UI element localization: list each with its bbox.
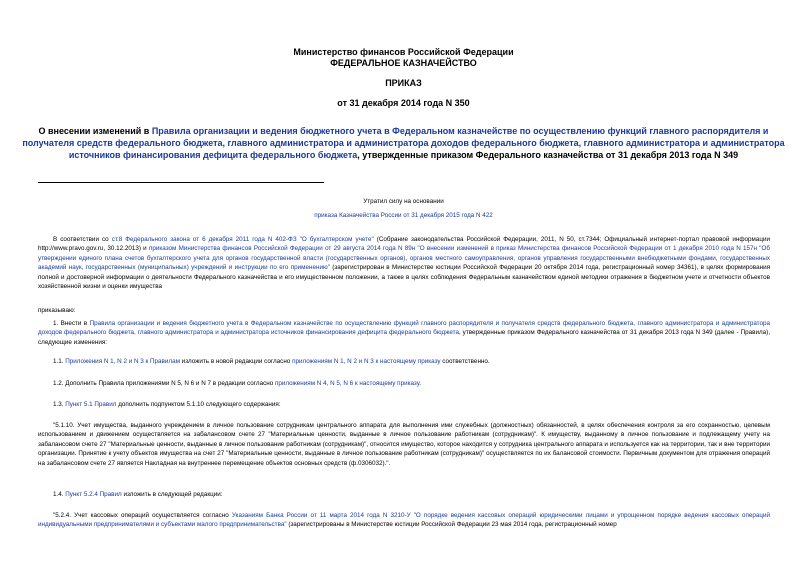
order-appendices-link[interactable]: приложениям N 1, N 2 и N 3 к настоящему приказу (292, 358, 441, 365)
item-1-4-text-2: изложить в следующей редакции: (121, 491, 223, 498)
item-1-text-2: , утвержденные приказом Федерального казначейства от 31 декабря 2013 года N 349 (далее - Правила), следующие изменения: (38, 329, 770, 346)
title-rules-link[interactable]: Правила организации и ведения бюджетного учета в Федеральном казначействе по осуществлению функций главного распорядителя и получателя средств федерального бюджета, главного администратора и администратора доходов федерального бюджета, главного администратора и администратора источников финансирования дефицита федерального бюджета (22, 126, 785, 160)
order-appendices-4-6-link[interactable]: приложениям N 4, N 5, N 6 к настоящему приказу (274, 380, 420, 387)
item-1-4-text-1: 1.4. (53, 491, 66, 498)
item-1-1-text-2: изложить в новой редакции согласно (179, 358, 293, 365)
status-block (230, 197, 577, 221)
title-prefix: О внесении изменений в (38, 126, 152, 136)
preamble-text-3: (зарегистрирован в Министерстве юстиции Российской Федерации 20 октября 2014 года, регистрационный номер 34361), в целях формирования полной и достоверной информации о деятельности Федерального казначейства и его имущественном положении, а также в целях соблюдения Федеральным казначейством единой методики отражения в бюджетном учете и отчетности объектов хозяйственной жизни и оценки имущества (38, 264, 770, 291)
item-1-3-paragraph (38, 400, 770, 409)
item-1-rules-link[interactable]: Правила организации и ведения бюджетного учета в Федеральном казначействе по осуществлению функций главного распорядителя и получателя средств федерального бюджета, главного администратора и администратора доходов федерального бюджета, главного администратора и администратора источников финансирования дефицита федерального бюджета (38, 320, 771, 337)
rules-point-5-1-link[interactable]: Пункт 5.1 Правил (65, 401, 117, 408)
status-label: Утратил силу на основании (363, 198, 444, 205)
item-1-1-paragraph (38, 357, 770, 366)
document-title (20, 125, 787, 161)
title-suffix: , утвержденные приказом Федерального казначейства от 31 декабря 2013 года N 349 (357, 150, 739, 160)
quote-5-2-4-text-2: (зарегистрированы в Министерстве юстиции Российской Федерации 23 мая 2014 года, регистрационный номер (286, 521, 617, 529)
quote-5-1-10: "5.1.10. Учет имущества, выданного учреждением в личное пользование сотрудникам центрального аппарата для выполнения ими служебных (должностных) обязанностей, в целях обеспечения контроля за его сохранностью, целевым использованием и движением осуществляется на забалансовом счете 27 "Материальные ценности, выданные в личное пользование работникам (сотрудникам)". К имуществу, выданному в личное пользование и подлежащему учету на забалансовом счете 27 "Материальные ценности, выданные в личное пользование работникам (сотрудникам)", относится имущество, которое находится у сотрудника центрального аппарата и используется как на территории, так и вне территории организации. Принятие к учету объектов имущества на счет 27 "Материальные ценности, выданные в личное пользование работникам (сотрудникам)" осуществляется по их балансовой стоимости. Первичным документом для отражения операций на забалансовом счете 27 является Накладная на внутреннее перемещение объектов основных средств (ф.0306032).". (38, 422, 770, 467)
item-1-4-paragraph (38, 490, 770, 499)
bank-russia-directive-link[interactable]: Указаниям Банка России от 11 марта 2014 года N 3210-У "О порядке ведения кассовых операций юридическими лицами и упрощенном порядке ведения кассовых операций индивидуальными предпринимателями и субъектами малого предпринимательства" (38, 512, 770, 529)
document-header (0, 47, 807, 109)
law-402fz-link[interactable]: ст.8 Федерального закона от 6 декабря 2011 года N 402-ФЗ "О бухгалтерском учете" (111, 236, 374, 243)
quote-5-2-4-text-1: "5.2.4. Учет кассовых операций осуществляется согласно (53, 512, 232, 519)
order-word: приказываю: (38, 307, 76, 314)
minfin-order-89n-link[interactable]: приказом Министерства финансов Российской Федерации от 29 августа 2014 года N 89н "О внесении изменений в приказ Министерства финансов Российской Федерации от 1 декабря 2010 года N 157н "Об утверждении единого плана счетов бухгалтерского учета для органов государственной власти (государственных органов), органов местного самоуправления, органов управления государственными внебюджетными фондами, государственных академий наук, государственных (муниципальных) учреждений и инструкции по его применению" (38, 245, 770, 272)
preamble-paragraph (38, 235, 770, 291)
doc-date: от 31 декабря 2014 года N 350 (337, 98, 470, 108)
ministry-name: Министерство финансов Российской Федерации (293, 47, 514, 57)
preamble-text-2: (Собрание законодательства Российской Федерации, 2011, N 50, ст.7344; Официальный интернет-портал правовой информации http://www.pravo.gov.ru, 30.12.2013) и (38, 236, 771, 253)
agency-name: ФЕДЕРАЛЬНОЕ КАЗНАЧЕЙСТВО (330, 58, 477, 68)
preamble-text-1: В соответствии со (53, 236, 112, 243)
item-1-1-text-1: 1.1. (53, 358, 66, 365)
item-1-2-text-1: 1.2. Дополнить Правила приложениями N 5, N 6 и N 7 в редакции согласно (53, 380, 275, 387)
item-1-3-text-1: 1.3. (53, 401, 66, 408)
rules-point-5-2-4-link[interactable]: Пункт 5.2.4 Правил (65, 491, 122, 498)
item-1-paragraph (38, 319, 770, 347)
item-1-2-text-2: . (419, 380, 422, 387)
repeal-order-link[interactable]: приказа Казначейства России от 31 декабря 2015 года N 422 (314, 212, 493, 220)
item-1-text-1: 1. Внести в (53, 320, 90, 327)
quote-5-2-4 (38, 511, 770, 530)
rules-appendices-link[interactable]: Приложения N 1, N 2 и N 3 к Правилам (65, 358, 180, 365)
item-1-3-text-2: дополнить подпунктом 5.1.10 следующего содержания: (116, 401, 281, 408)
item-1-1-text-3: соответственно. (440, 358, 490, 365)
divider-line (38, 182, 324, 183)
item-1-2-paragraph (38, 379, 770, 388)
doc-type: ПРИКАЗ (385, 78, 422, 88)
